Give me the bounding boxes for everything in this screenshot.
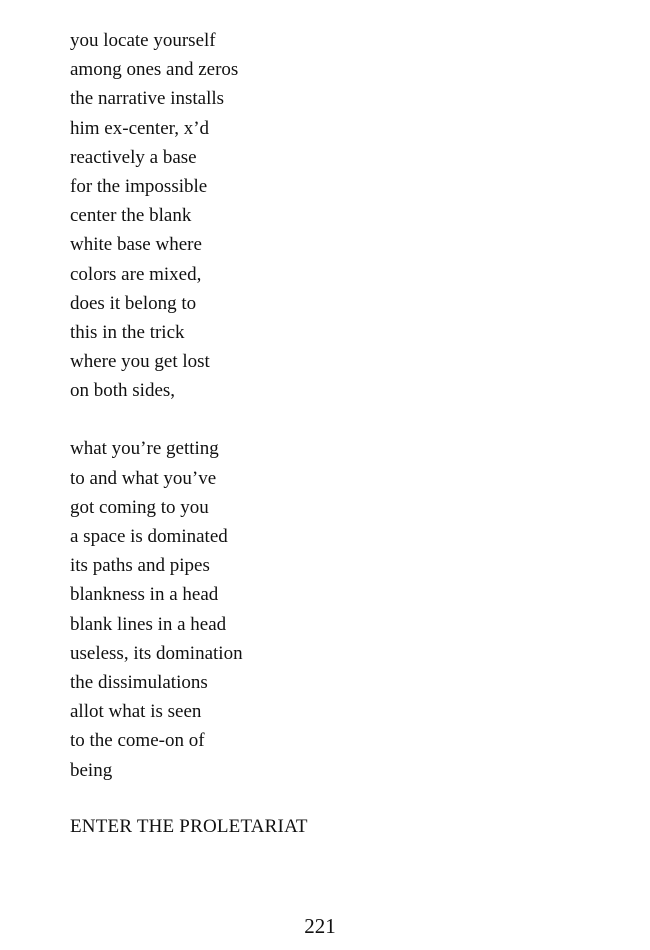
poem-line: to and what you’ve bbox=[70, 467, 217, 489]
poem-line: this in the trick bbox=[70, 321, 185, 343]
poem-line: useless, its domination bbox=[70, 642, 243, 664]
poem-line: white base where bbox=[70, 234, 202, 256]
poem-line: colors are mixed, bbox=[70, 263, 202, 285]
poem-body bbox=[70, 26, 243, 785]
poem-line: what you’re getting bbox=[70, 438, 219, 460]
poem-line: among ones and zeros bbox=[70, 59, 239, 81]
poem-line: a space is dominated bbox=[70, 526, 228, 547]
poem-line: him ex-center, x’d bbox=[70, 117, 210, 139]
poem-line: on both sides, bbox=[70, 380, 176, 402]
poem-line: where you get lost bbox=[70, 351, 210, 373]
poem-line: got coming to you bbox=[70, 496, 209, 518]
poem-line: blank lines in a head bbox=[70, 613, 227, 635]
poem-line: blankness in a head bbox=[70, 584, 219, 606]
poem-line: for the impossible bbox=[70, 175, 208, 197]
poem-line: does it belong to bbox=[70, 292, 197, 314]
poem-line: being bbox=[70, 759, 113, 781]
stanza-1 bbox=[70, 26, 243, 405]
poem-line: to the come-on of bbox=[70, 730, 205, 752]
section-heading: ENTER THE PROLETARIAT bbox=[70, 816, 308, 837]
stanza-2 bbox=[70, 434, 243, 784]
poem-line: the dissimulations bbox=[70, 671, 208, 693]
poem-line: reactively a base bbox=[70, 146, 197, 168]
page-number: 221 bbox=[304, 914, 336, 938]
poem-line: the narrative installs bbox=[70, 88, 225, 110]
poem-line: allot what is seen bbox=[70, 701, 202, 723]
poem-line: center the blank bbox=[70, 205, 192, 227]
poem-line: its paths and pipes bbox=[70, 555, 210, 577]
poem-line: you locate yourself bbox=[70, 30, 216, 51]
